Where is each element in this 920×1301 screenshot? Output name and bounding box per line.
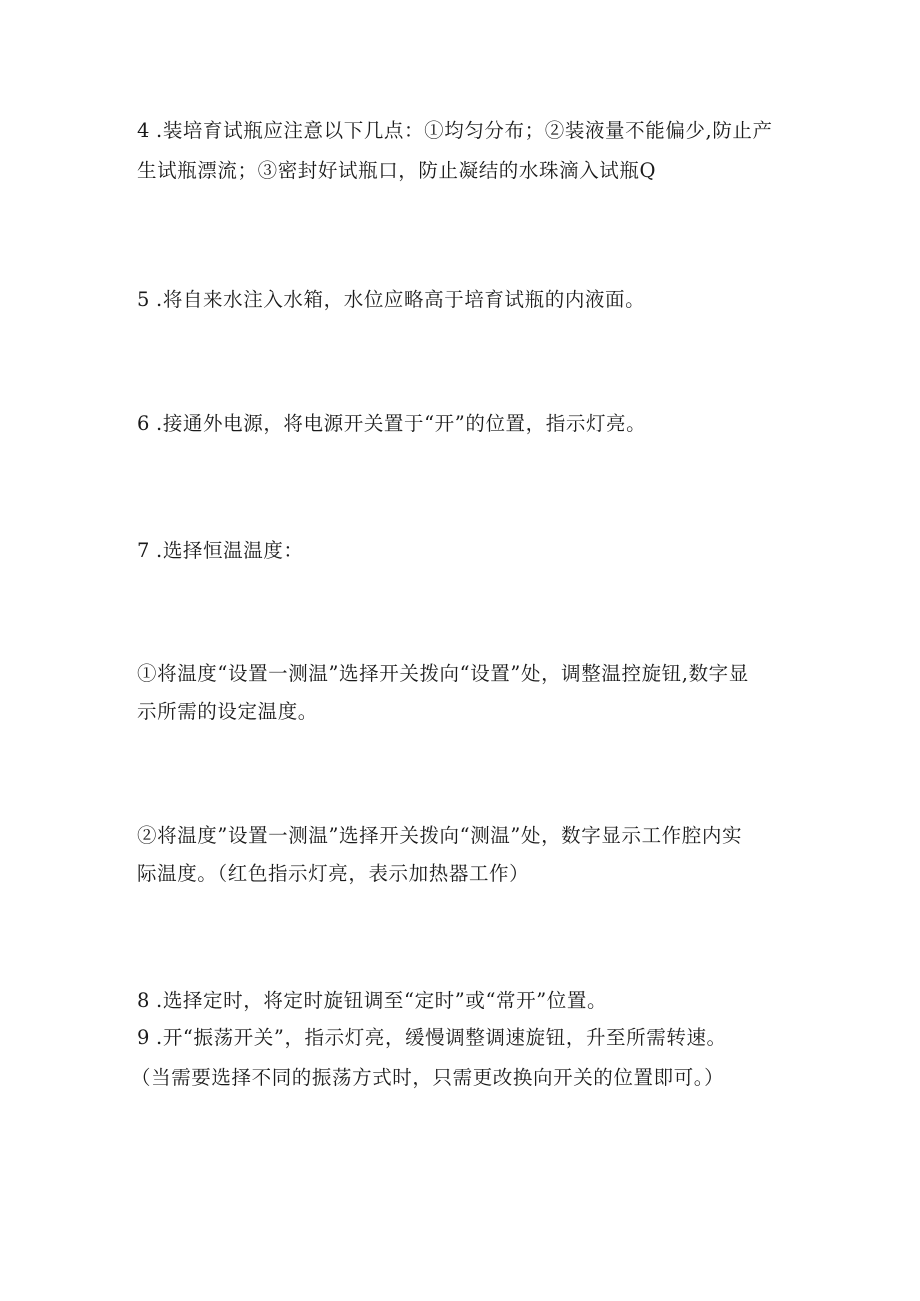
sub-step-2: ②将温度”设置一测温”选择开关拨向“测温”处，数字显示工作腔内实 xyxy=(137,824,743,847)
step-text: .接通外电源，将电源开关置于“开”的位置，指示灯亮。 xyxy=(156,412,647,435)
step-4 xyxy=(137,117,773,144)
step-number: 4 xyxy=(137,119,151,142)
step-text: .开“振荡开关”，指示灯亮，缓慢调整调速旋钮，升至所需转速。 xyxy=(156,1026,727,1049)
step-number: 5 xyxy=(137,288,151,311)
step-9 xyxy=(137,1024,727,1051)
step-6 xyxy=(137,410,646,437)
step-number: 7 xyxy=(137,539,151,562)
step-number: 8 xyxy=(137,989,151,1012)
sub-step-1-continuation: 示所需的设定温度。 xyxy=(137,700,318,723)
step-7 xyxy=(137,537,304,564)
step-number: 9 xyxy=(137,1026,151,1049)
sub-step-1: ①将温度“设置一测温”选择开关拨向“设置”处，调整温控旋钮,数字显 xyxy=(137,662,749,685)
step-number: 6 xyxy=(137,412,151,435)
sub-step-2-continuation: 际温度。（红色指示灯亮，表示加热器工作） xyxy=(137,862,530,885)
step-4-continuation: 生试瓶漂流；③密封好试瓶口，防止凝结的水珠滴入试瓶Q xyxy=(137,159,657,182)
step-text: .将自来水注入水箱，水位应略高于培育试瓶的内液面。 xyxy=(156,288,646,311)
step-text: .装培育试瓶应注意以下几点：①均匀分布；②装液量不能偏少,防止产 xyxy=(156,119,773,142)
note: （当需要选择不同的振荡方式时，只需更改换向开关的位置即可。） xyxy=(131,1066,725,1089)
step-text: .选择恒温温度： xyxy=(156,539,304,562)
step-5 xyxy=(137,286,645,313)
step-text: .选择定时，将定时旋钮调至“定时”或“常开”位置。 xyxy=(156,989,608,1012)
step-8 xyxy=(137,987,607,1014)
